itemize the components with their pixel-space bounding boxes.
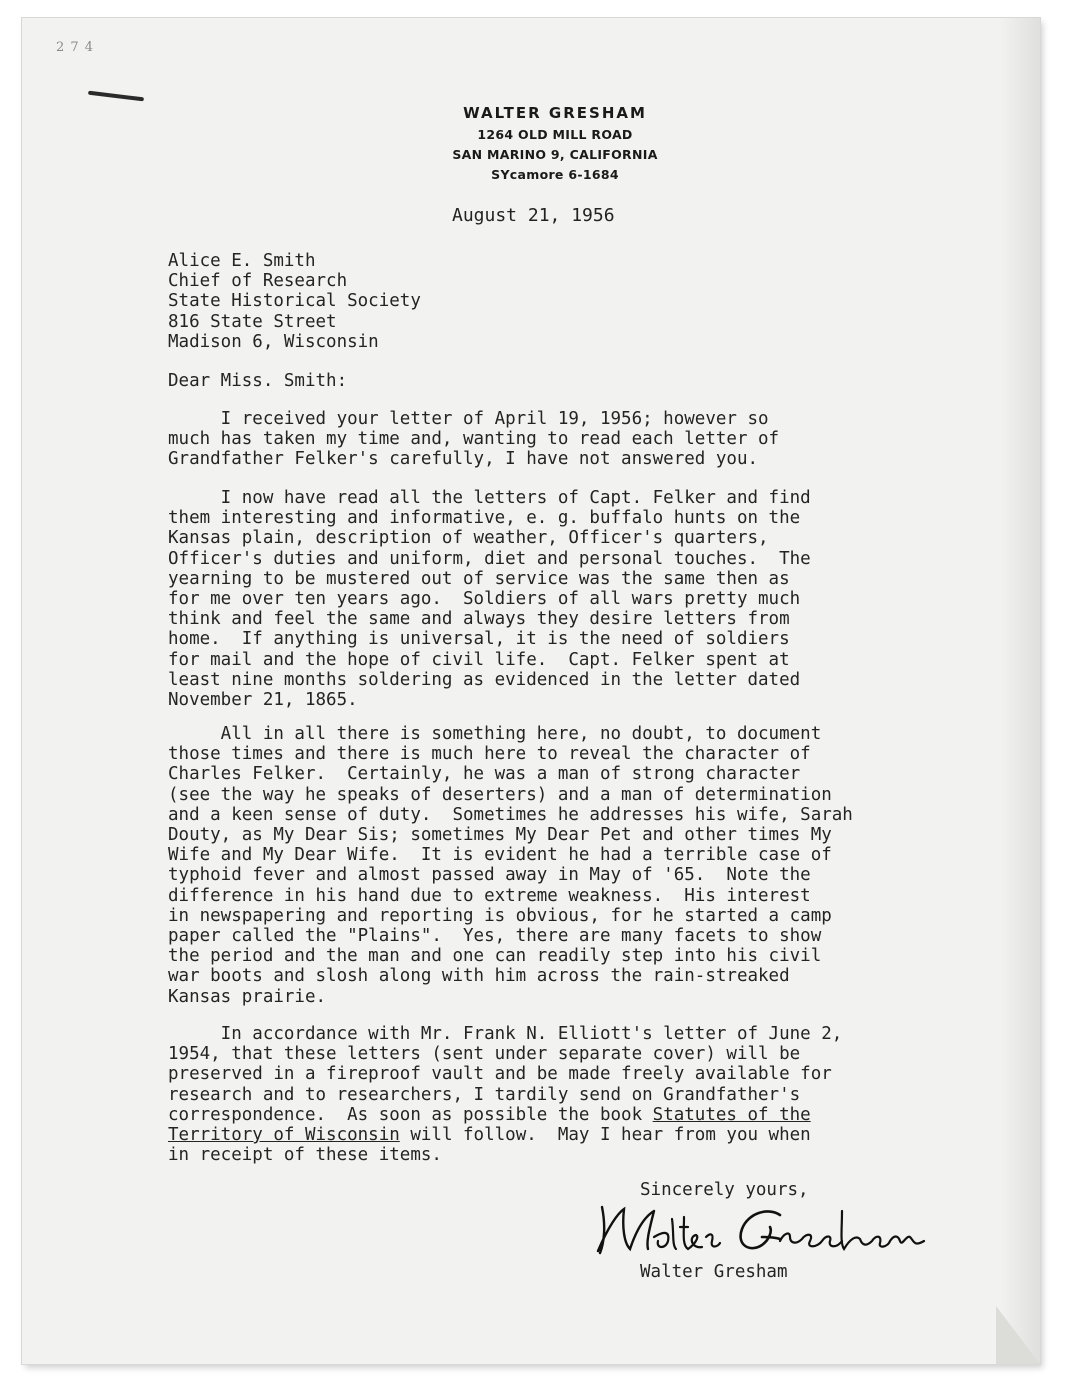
signature-graphic [584, 1197, 944, 1261]
sheet-shadow-edge [1000, 18, 1040, 1364]
paragraph-line: I received your letter of April 19, 1956; however so [168, 409, 769, 429]
paragraph-line: much has taken my time and, wanting to read each letter of [168, 429, 780, 450]
paragraph-line: think and feel the same and always they desire letters from [168, 609, 790, 630]
paragraph-line: Kansas plain, description of weather, Officer's quarters, [168, 528, 769, 549]
paragraph-line: Wife and My Dear Wife. It is evident he had a terrible case of [168, 845, 832, 866]
paragraph-line: typhoid fever and almost passed away in May of '65. Note the [168, 865, 811, 886]
paragraph-3 [168, 724, 853, 1007]
paragraph-line: preserved in a fireproof vault and be made freely available for [168, 1064, 832, 1085]
letterhead-name: WALTER GRESHAM [463, 104, 647, 122]
complimentary-close: Sincerely yours, [640, 1180, 809, 1200]
paragraph-line: In accordance with Mr. Frank N. Elliott's letter of June 2, [168, 1024, 843, 1044]
recipient-address [168, 251, 421, 352]
pencil-note: 2 7 4 [56, 40, 95, 55]
paragraph-line: Charles Felker. Certainly, he was a man of strong character [168, 764, 801, 785]
paragraph-line: (see the way he speaks of deserters) and a man of determination [168, 784, 832, 805]
letterhead-street: 1264 OLD MILL ROAD [477, 127, 633, 142]
paragraph-4 [168, 1024, 842, 1165]
recipient-street: 816 State Street [168, 311, 337, 332]
paragraph-line: November 21, 1865. [168, 690, 358, 711]
paragraph-line: war boots and slosh along with him across the rain-streaked [168, 966, 790, 987]
recipient-name: Alice E. Smith [168, 251, 316, 271]
paragraph-line: Douty, as My Dear Sis; sometimes My Dear Pet and other times My [168, 825, 832, 846]
paragraph-line: difference in his hand due to extreme weakness. His interest [168, 885, 811, 906]
paragraph-line: for mail and the hope of civil life. Capt. Felker spent at [168, 649, 790, 670]
paragraph-line [168, 1105, 842, 1125]
paragraph-line: Grandfather Felker's carefully, I have not answered you. [168, 449, 759, 470]
signer-name: Walter Gresham [640, 1262, 788, 1282]
paragraph-line: home. If anything is universal, it is the need of soldiers [168, 629, 790, 650]
paragraph-line: Kansas prairie. [168, 986, 327, 1007]
paragraph-line: and a keen sense of duty. Sometimes he addresses his wife, Sarah [168, 804, 853, 825]
paragraph-text: correspondence. As soon as possible the book [168, 1104, 653, 1125]
handwritten-signature [584, 1197, 944, 1261]
paragraph-text: will follow. May I hear from you when [399, 1125, 811, 1146]
recipient-organization: State Historical Society [168, 291, 421, 312]
paragraph-line [168, 1125, 842, 1145]
folded-corner [996, 1306, 1040, 1364]
paragraph-line: yearning to be mustered out of service was the same then as [168, 568, 790, 589]
recipient-title: Chief of Research [168, 271, 348, 292]
letter-date: August 21, 1956 [452, 205, 615, 226]
paragraph-line: in receipt of these items. [168, 1145, 442, 1166]
book-title-part-2: Territory of Wisconsin [168, 1125, 400, 1146]
recipient-city: Madison 6, Wisconsin [168, 331, 379, 352]
paragraph-line: those times and there is much here to reveal the character of [168, 744, 811, 765]
paragraph-line: 1954, that these letters (sent under separate cover) will be [168, 1044, 801, 1065]
paragraph-line: research and to researchers, I tardily send on Grandfather's [168, 1084, 801, 1105]
paragraph-1 [168, 409, 779, 470]
paragraph-line: All in all there is something here, no doubt, to document [168, 724, 822, 744]
paragraph-line: Officer's duties and uniform, diet and personal touches. The [168, 548, 811, 569]
paragraph-line: I now have read all the letters of Capt. Felker and find [168, 488, 811, 508]
paragraph-line: the period and the man and one can readily step into his civil [168, 946, 822, 967]
paragraph-line: for me over ten years ago. Soldiers of all wars pretty much [168, 589, 801, 610]
paragraph-line: them interesting and informative, e. g. buffalo hunts on the [168, 508, 801, 529]
letterhead-phone: SYcamore 6-1684 [491, 167, 619, 182]
paragraph-line: in newspapering and reporting is obvious, for he started a camp [168, 905, 832, 926]
paragraph-line: least nine months soldering as evidenced in the letter dated [168, 669, 801, 690]
salutation: Dear Miss. Smith: [168, 371, 348, 391]
paragraph-line: paper called the "Plains". Yes, there are many facets to show [168, 926, 822, 947]
letterhead [0, 104, 1080, 182]
letterhead-city: SAN MARINO 9, CALIFORNIA [452, 147, 658, 162]
paragraph-2 [168, 488, 811, 710]
book-title-part-1: Statutes of the [652, 1104, 811, 1125]
